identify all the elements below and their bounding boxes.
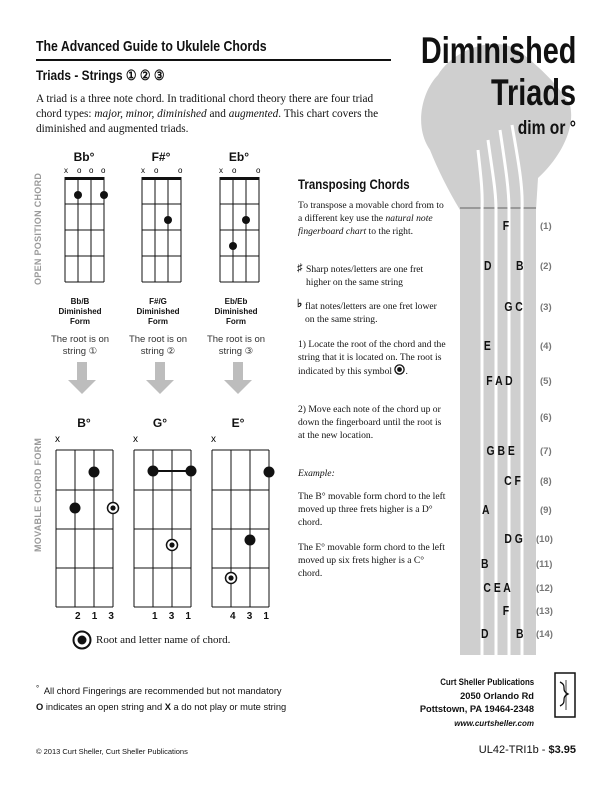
svg-text:o: o	[256, 166, 261, 175]
fret-note: A	[481, 502, 490, 517]
root-legend: Root and letter name of chord.	[96, 634, 231, 646]
chord-diagram-eb-dim	[219, 166, 261, 282]
open-chord-diagrams	[55, 162, 295, 292]
svg-text:x: x	[133, 434, 138, 445]
fret-note: E	[483, 338, 491, 353]
copyright: © 2013 Curt Sheller, Curt Sheller Publications	[36, 747, 188, 756]
fret-note: G B E	[486, 443, 515, 458]
fret-note: G C	[504, 299, 523, 314]
fret-number: (1)	[540, 221, 552, 232]
root-note-3: The root is on string ③	[206, 334, 266, 357]
fret-number: (12)	[536, 583, 553, 594]
fret-number: (5)	[540, 376, 552, 387]
step-1: 1) Locate the root of the chord and the string that it is located on. The root is indicated by this symbol .	[298, 339, 446, 378]
svg-text:x: x	[55, 434, 60, 445]
svg-text:x: x	[211, 434, 216, 445]
fret-note: B	[515, 258, 524, 273]
sharp-note: Sharp notes/letters are one fret higher on the same string	[306, 264, 424, 289]
chord-diagram-e-dim	[211, 434, 275, 607]
svg-text:x: x	[219, 166, 223, 175]
chord-name-b-dim: B°	[77, 416, 91, 430]
down-arrow-icon	[68, 362, 96, 394]
root-note-1: The root is on string ①	[50, 334, 110, 357]
fret-note: B	[480, 556, 489, 571]
fret-note: F A D	[486, 373, 513, 388]
big-title-diminished: Diminished	[420, 30, 576, 71]
big-title-symbol: dim or °	[517, 118, 576, 139]
open-position-label: OPEN POSITION CHORD	[33, 172, 43, 285]
title-divider	[36, 59, 391, 61]
svg-text:x: x	[141, 166, 145, 175]
form-label-fsharp: F#/G Diminished Form	[136, 297, 180, 326]
fret-number: (10)	[536, 534, 553, 545]
sharp-icon: ♯	[297, 262, 303, 274]
footnote-symbols: O indicates an open string and X a do not play or mute string	[36, 702, 287, 712]
fret-number: (11)	[536, 559, 553, 570]
fret-note: D	[480, 626, 489, 641]
svg-text:o: o	[101, 166, 106, 175]
open-string-icon: O	[36, 702, 44, 712]
transposing-heading: Transposing Chords	[298, 176, 410, 192]
fret-note: D	[483, 258, 492, 273]
product-code: UL42-TRI1b - $3.95	[478, 744, 576, 756]
form-label-bb: Bb/B Diminished Form	[58, 297, 102, 326]
transpose-intro: To transpose a movable chord from to a different key use the natural note fingerboard chart to the right.	[298, 200, 444, 238]
publisher-block: Curt Sheller Publications 2050 Orlando Rd Pottstown, PA 19464-2348 www.curtsheller.com	[419, 677, 534, 728]
page-title: The Advanced Guide to Ukulele Chords	[36, 38, 267, 55]
example-label: Example:	[298, 468, 335, 479]
form-label-eb: Eb/Eb Diminished Form	[214, 297, 258, 326]
svg-text:o: o	[232, 166, 237, 175]
chord-diagram-b-dim	[55, 434, 119, 607]
fret-note: B	[515, 626, 524, 641]
fret-note: F	[502, 218, 510, 233]
chord-name-bb-dim: Bb°	[73, 150, 95, 164]
intro-paragraph: A triad is a three note chord. In traditional chord theory there are four triad chord types: major, minor, diminished and augmented. This chart covers the diminished and augmented triads.	[36, 93, 379, 135]
fret-note: F	[502, 603, 510, 618]
root-symbol-icon	[394, 364, 405, 375]
big-title-triads: Triads	[490, 72, 576, 113]
chord-name-fsharp-dim: F#°	[151, 150, 171, 164]
chord-diagram-bb-dim	[64, 166, 108, 282]
mute-string-icon: X	[164, 702, 171, 712]
chord-name-e-dim: E°	[231, 416, 245, 430]
fret-number: (14)	[536, 629, 553, 640]
fingering-b-dim: 2 1 3	[75, 611, 114, 622]
root-note-2: The root is on string ②	[128, 334, 188, 357]
fret-number: (2)	[540, 261, 552, 272]
example-1: The B° movable form chord to the left moved up three frets higher is a D° chord.	[298, 491, 446, 529]
chord-name-g-dim: G°	[152, 416, 168, 430]
publisher-logo-icon	[554, 672, 576, 718]
down-arrow-icon	[146, 362, 174, 394]
movable-chord-diagrams	[50, 430, 290, 630]
fret-number: (6)	[540, 412, 552, 423]
down-arrows	[60, 362, 260, 396]
footnote-fingerings: ° All chord Fingerings are recommended but not mandatory	[36, 684, 282, 696]
step-2: 2) Move each note of the chord up or down the fingerboard until the root is at the new location.	[298, 404, 442, 442]
chord-diagram-fsharp-dim	[141, 166, 183, 282]
fret-number: (8)	[540, 476, 552, 487]
fret-number: (9)	[540, 505, 552, 516]
fret-number: (3)	[540, 302, 552, 313]
svg-text:o: o	[178, 166, 183, 175]
svg-text:o: o	[89, 166, 94, 175]
movable-form-label: MOVABLE CHORD FORM	[33, 437, 43, 552]
chord-name-eb-dim: Eb°	[228, 150, 250, 164]
fret-number: (13)	[536, 606, 553, 617]
fingering-g-dim: 1 3 1	[152, 611, 191, 622]
fret-number: (7)	[540, 446, 552, 457]
down-arrow-icon	[224, 362, 252, 394]
svg-text:o: o	[154, 166, 159, 175]
flat-note: flat notes/letters are one fret lower on the same string.	[305, 301, 437, 326]
section-heading: Triads - Strings ① ② ③	[36, 67, 165, 83]
chord-diagram-g-dim	[133, 434, 197, 607]
example-2: The E° movable form chord to the left moved up six frets higher is a C° chord.	[298, 542, 445, 580]
flat-icon: ♭	[297, 298, 303, 310]
fret-note: C E A	[483, 580, 511, 595]
svg-text:x: x	[64, 166, 68, 175]
fret-number: (4)	[540, 341, 552, 352]
fret-note: C F	[504, 473, 521, 488]
svg-text:o: o	[77, 166, 82, 175]
fret-note: D G	[504, 531, 523, 546]
root-symbol-icon	[72, 630, 92, 650]
fingering-e-dim: 4 3 1	[230, 611, 269, 622]
